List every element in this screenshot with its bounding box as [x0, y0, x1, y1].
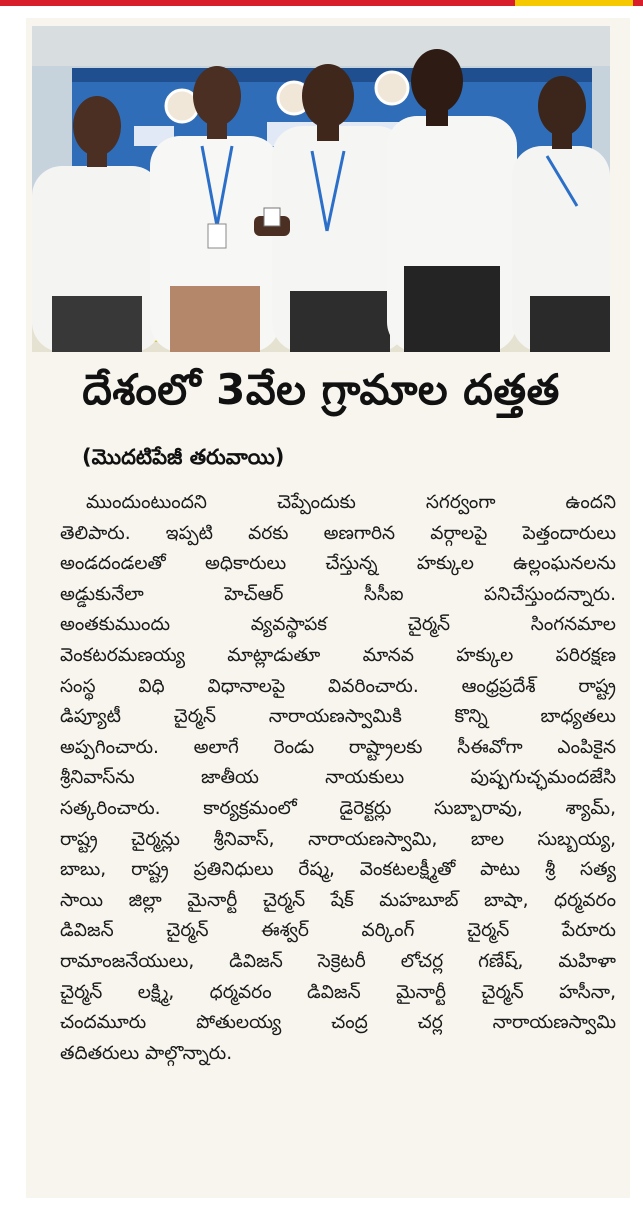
- body-line: సత్కరించారు. కార్యక్రమంలో డైరెక్టర్లు సుబ్బారావు, శ్యామ్,: [60, 797, 616, 819]
- body-line: రామాంజనేయులు, డివిజన్ సెక్రెటరీ లోచర్ల గణేష్, మహిళా: [60, 950, 616, 972]
- article-body: [60, 488, 616, 1069]
- body-line: చైర్మన్ లక్ష్మి, ధర్మవరం డివిజన్ మైనార్టీ చైర్మన్ హసీనా,: [60, 981, 616, 1003]
- body-line: తదితరులు పాల్గొన్నారు.: [60, 1042, 233, 1064]
- body-line: తెలిపారు. ఇప్పటి వరకు అణగారిన వర్గాలపై పెత్తందారులు: [60, 522, 616, 544]
- masthead-accent: [515, 0, 633, 6]
- news-photo: [32, 26, 610, 352]
- body-line: సాయి జిల్లా మైనార్టీ చైర్మన్ షేక్ మహబూబ్ బాషా, ధర్మవరం: [60, 889, 616, 911]
- headline: దేశంలో 3వేల గ్రామాల దత్తత: [82, 365, 560, 414]
- body-line: అడ్డుకునేలా హెచ్ఆర్ సీసీఐ పనిచేస్తుందన్నారు.: [60, 583, 616, 605]
- body-line: అంతకుముందు వ్యవస్థాపక చైర్మన్ సింగనమాల: [60, 614, 616, 636]
- body-line: బాబు, రాష్ట్ర ప్రతినిధులు రేష్మ, వెంకటలక్ష్మీతో పాటు శ్రీ సత్య: [60, 859, 616, 881]
- body-line: చందమూరు పోతులయ్య చంద్ర చర్ల నారాయణస్వామి: [60, 1012, 616, 1034]
- body-line: డివిజన్ చైర్మన్ ఈశ్వర్ వర్కింగ్ చైర్మన్ పేరూరు: [60, 920, 616, 942]
- body-line: ముందుంటుందని చెప్పేందుకు సగర్వంగా ఉందని: [86, 492, 616, 513]
- body-line: శ్రీనివాస్‌ను జాతీయ నాయకులు పుష్పగుచ్ఛమందజేసి: [60, 767, 616, 789]
- body-line: డిప్యూటీ చైర్మన్ నారాయణస్వామికి కొన్ని బాధ్యతలు: [60, 706, 616, 728]
- body-line: రాష్ట్ర చైర్మన్లు శ్రీనివాస్, నారాయణస్వామి, బాల సుబ్బయ్య,: [60, 828, 616, 850]
- body-line: అండదండలతో అధికారులు చేస్తున్న హక్కుల ఉల్లంఘనలను: [60, 553, 616, 575]
- body-line: అప్పగించారు. అలాగే రెండు రాష్ట్రాలకు సీఈవోగా ఎంపికైన: [60, 736, 616, 758]
- body-line: వెంకటరమణయ్య మాట్లాడుతూ మానవ హక్కుల పరిరక్షణ: [60, 644, 616, 666]
- body-line: సంస్థ విధి విధానాలపై వివరించారు. ఆంధ్రప్రదేశ్ రాష్ట్ర: [60, 675, 616, 697]
- photo-illustration: [32, 26, 610, 352]
- continuation-note: (మొదటిపేజీ తరువాయి): [82, 445, 285, 469]
